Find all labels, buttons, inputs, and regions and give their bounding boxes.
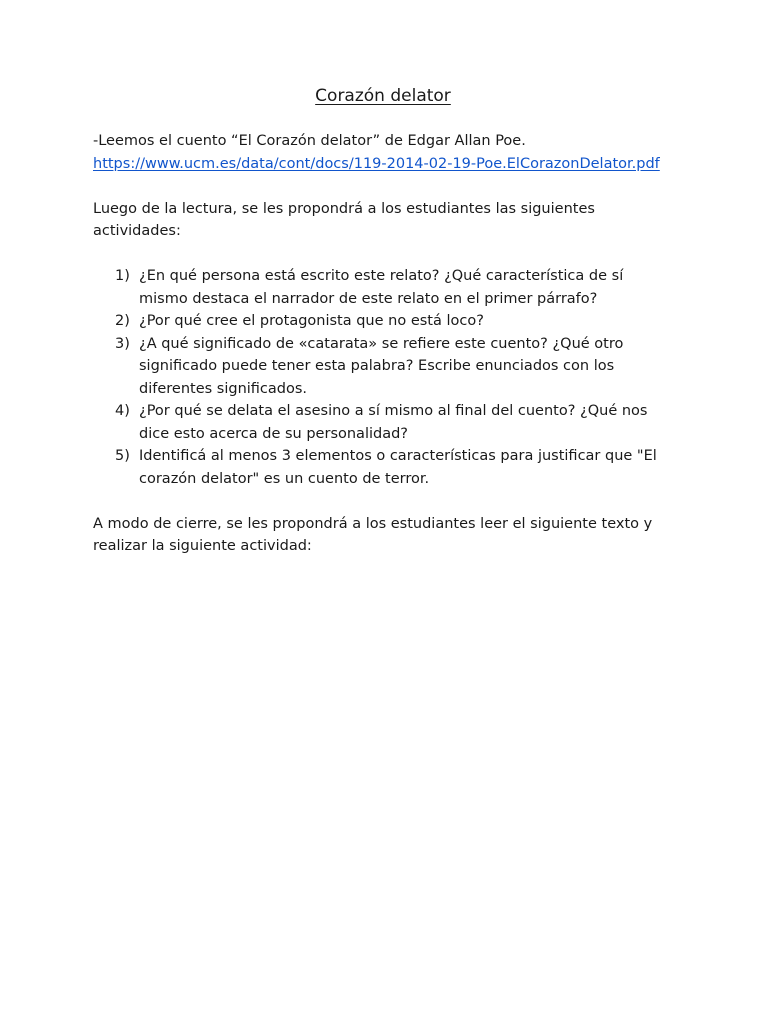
- spacer: [93, 243, 673, 266]
- document-body: [93, 84, 673, 558]
- list-item: [93, 333, 673, 401]
- intro-text: -Leemos el cuento “El Corazón delator” de Edgar Allan Poe.: [93, 133, 526, 149]
- story-link[interactable]: https://www.ucm.es/data/cont/docs/119-2014-02-19-Poe.ElCorazonDelator.pdf: [93, 155, 660, 172]
- list-item-text: ¿En qué persona está escrito este relato? ¿Qué característica de sí mismo destaca el narrador de este relato en el primer párrafo?: [139, 268, 624, 307]
- closing-text: A modo de cierre, se les propondrá a los estudiantes leer el siguiente texto y realizar la siguiente actividad:: [93, 515, 653, 554]
- list-item: [93, 445, 673, 490]
- activities-list: [93, 265, 673, 490]
- lead-text: Luego de la lectura, se les propondrá a los estudiantes las siguientes actividades:: [93, 200, 595, 239]
- list-item: [93, 265, 673, 310]
- spacer: [93, 490, 673, 513]
- page-title: Corazón delator: [315, 86, 451, 106]
- list-item-text: ¿Por qué cree el protagonista que no está loco?: [139, 313, 484, 329]
- list-item-text: ¿Por qué se delata el asesino a sí mismo al final del cuento? ¿Qué nos dice esto acerca de su personalidad?: [139, 403, 648, 442]
- list-item-text: ¿A qué significado de «catarata» se refiere este cuento? ¿Qué otro significado puede tener esta palabra? Escribe enunciados con los diferentes significados.: [139, 335, 624, 397]
- list-item-number: 5): [115, 448, 130, 464]
- list-item-number: 3): [115, 335, 130, 352]
- list-item: [93, 310, 673, 333]
- list-item-text: Identificá al menos 3 elementos o características para justificar que "El corazón delator" es un cuento de terror.: [139, 448, 657, 487]
- spacer: [93, 175, 673, 198]
- list-item-number: 4): [115, 403, 130, 419]
- list-item-number: 2): [115, 313, 130, 329]
- list-item-number: 1): [115, 268, 130, 284]
- list-item: [93, 400, 673, 445]
